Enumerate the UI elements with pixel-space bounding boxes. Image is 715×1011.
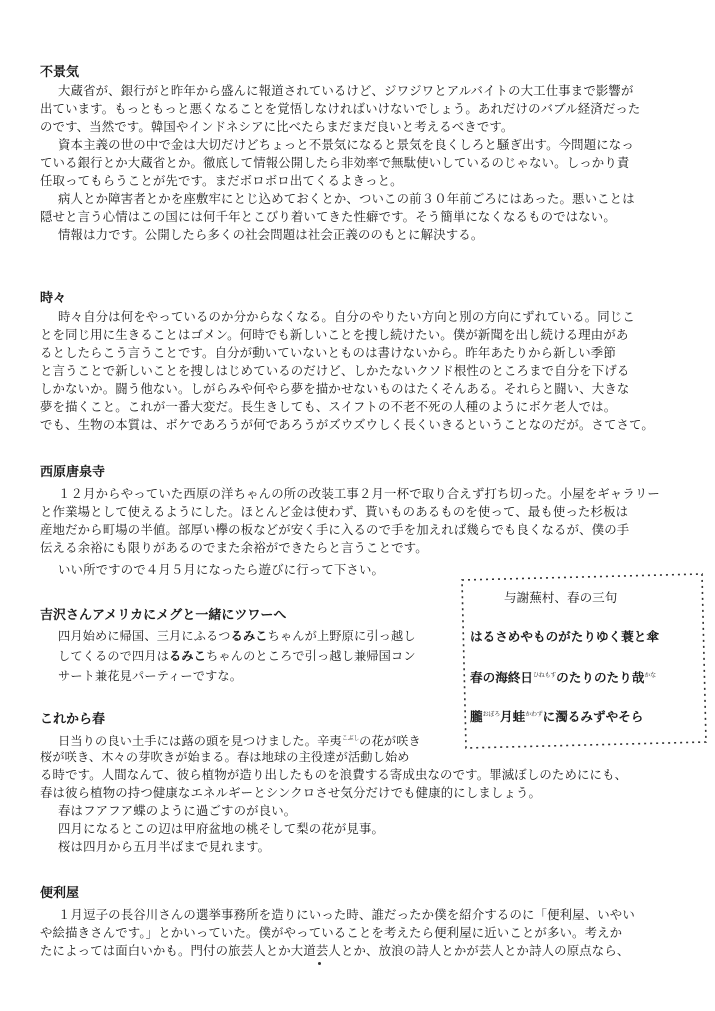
tokidoki-line: でも、生物の本質は、ボケであろうが何であろうがズウズウしく長くいきるということなのだが。さてさて。 bbox=[40, 417, 654, 432]
section-title-fukeiki: 不景気 bbox=[40, 65, 80, 80]
haru-line: 春はフアフア蝶のように過ごすのが良い。 bbox=[58, 803, 297, 818]
america-line: 四月始めに帰国、三月にふるつるみこちゃんが上野原に引っ越し bbox=[58, 629, 416, 643]
speck-mark bbox=[318, 962, 321, 965]
tokidoki-line: 夢を描くこと。これが一番大変だ。長生きしても、スイフトの不老不死の人種のようにボケ老人では。 bbox=[40, 399, 617, 414]
haru-line: 桜が咲き、木々の芽吹きが始まる。春は地球の主役達が活動し始め bbox=[40, 750, 410, 764]
tokidoki-line: と言うことで新しいことを捜しはじめているのだけど、しかたないクソド根性のところまで自分を下げる bbox=[40, 363, 630, 378]
fukeiki-line: 任取ってもらうことが先です。まだボロボロ出てくるよきっと。 bbox=[40, 173, 403, 188]
tokidoki-line: とを同じ用に生きることはゴメン。何時でも新しいことを捜し続けたい。僕が新聞を出し続ける理由があ bbox=[40, 327, 629, 342]
benriya-line: １月逗子の長谷川さんの選挙事務所を造りにいった時、誰だったか僕を紹介するのに「便利屋、いやい bbox=[58, 907, 635, 922]
haru-line: 桜は四月から五月半ばまで見れます。 bbox=[58, 839, 271, 854]
poem-box bbox=[458, 572, 708, 750]
haru-line: 日当りの良い土手には蕗の頭を見つけました。辛夷$^{こぶし}$の花が咲き bbox=[58, 734, 421, 748]
nishihara-line: いい所ですので４月５月になったら遊びに行って下さい。 bbox=[58, 562, 385, 577]
poem-verse-1: はるさめやものがたりゆく蓑と傘 bbox=[470, 629, 659, 644]
tokidoki-line: るとしたらこう言うことです。自分が動いていないとものは書けないから。昨年あたりから新しい季節 bbox=[40, 345, 616, 360]
section-title-tokidoki: 時々 bbox=[40, 291, 67, 306]
poem-verse-2: 春の海終日$^{ひねもす}$のたりのたり哉$^{かな}$ bbox=[470, 670, 656, 685]
fukeiki-line: 大蔵省が、銀行がと昨年から盛んに報道されているけど、ジワジワとアルバイトの大工仕事まで影響が bbox=[58, 83, 634, 98]
fukeiki-line: 出ています。もっともっと悪くなることを覚悟しなければいけないでしょう。あれだけのバブル経済だった bbox=[40, 101, 641, 116]
kobushi-ruby: こぶし bbox=[341, 735, 360, 742]
fukeiki-line: ている銀行とか大蔵省とか。徹底して情報公開したら非効率で無駄使いしているのじゃない。しっかり責 bbox=[40, 155, 630, 170]
nishihara-line: 伝える余裕にも限りがあるのでまた余裕ができたらと言うことです。 bbox=[40, 540, 428, 555]
fukeiki-line: 隠せと言う心情はこの国には何千年とこびり着いてきた性癖です。そう簡単になくなるものではない。 bbox=[40, 209, 616, 224]
poem-title: 与謝蕪村、春の三句 bbox=[504, 590, 618, 605]
america-line: サート兼花見パーティーですな。 bbox=[58, 669, 243, 683]
rumiko-name: るみこ bbox=[169, 649, 207, 663]
benriya-line: や絵描きさんです。」とかいっていた。僕がやっていることを考えたら便利屋に近いことが多い。考えか bbox=[40, 925, 623, 940]
section-title-benriya: 便利屋 bbox=[40, 886, 80, 901]
fukeiki-line: 情報は力です。公開したら多くの社会問題は社会正義ののもとに解決する。 bbox=[58, 227, 484, 242]
america-line: してくるので四月はるみこちゃんのところで引っ越し兼帰国コン bbox=[58, 649, 416, 663]
rumiko-name: るみこ bbox=[230, 629, 268, 643]
tokidoki-line: しかないか。闘う他ない。しがらみや何やら夢を描かせないものはたくそんある。それらと闘い、大きな bbox=[40, 381, 630, 396]
section-title-nishihara: 西原唐泉寺 bbox=[40, 465, 106, 480]
haru-line: 四月になるとこの辺は甲府盆地の桃そして梨の花が見事。 bbox=[58, 821, 385, 836]
tokidoki-line: 時々自分は何をやっているのか分からなくなる。自分のやりたい方向と別の方向にずれている。同じこ bbox=[58, 309, 635, 324]
section-title-america: 吉沢さんアメリカにメグと一緒にツワーへ bbox=[40, 608, 287, 623]
fukeiki-line: 病人とか障害者とかを座敷牢にとじ込めておくとか、ついこの前３０年前ごろにはあった。悪いことは bbox=[58, 191, 635, 206]
nishihara-line: 産地だから町場の半値。部厚い欅の板などが安く手に入るので手を加えれば幾らでも良くなるが、僕の手 bbox=[40, 522, 630, 537]
nishihara-line: １２月からやっていた西原の洋ちゃんの所の改装工事２月一杯で取り合えず打ち切った。小屋をギャラリー bbox=[58, 486, 660, 501]
haru-line: 春は彼ら植物の持つ健康なエネルギーとシンクロさせ気分だけでも健康的にしましょう。 bbox=[40, 785, 542, 800]
nishihara-line: と作業場として使えるようにした。ほとんど金は使わず、貰いものあるものを使って、最も使った杉板は bbox=[40, 504, 629, 519]
section-title-haru: これから春 bbox=[40, 712, 106, 727]
fukeiki-line: 資本主義の世の中で金は大切だけどちょっと不景気になると景気を良くしろと騒ぎ出す。今問題になっ bbox=[58, 137, 634, 152]
haru-line: る時です。人間なんて、彼ら植物が造り出したものを浪費する寄成虫なのです。罪滅ぼしのためににも、 bbox=[40, 767, 628, 782]
poem-verse-3: 朧$^{おぼろ}$月蛙$^{かわず}$に濁るみずやそら bbox=[470, 709, 644, 724]
fukeiki-line: のです、当然です。韓国やインドネシアに比べたらまだまだ良いと考えるべきです。 bbox=[40, 119, 514, 134]
benriya-line: たによっては面白いかも。門付の旅芸人とか大道芸人とか、放浪の詩人とかが芸人とか詩人の原点なら、 bbox=[40, 943, 630, 958]
